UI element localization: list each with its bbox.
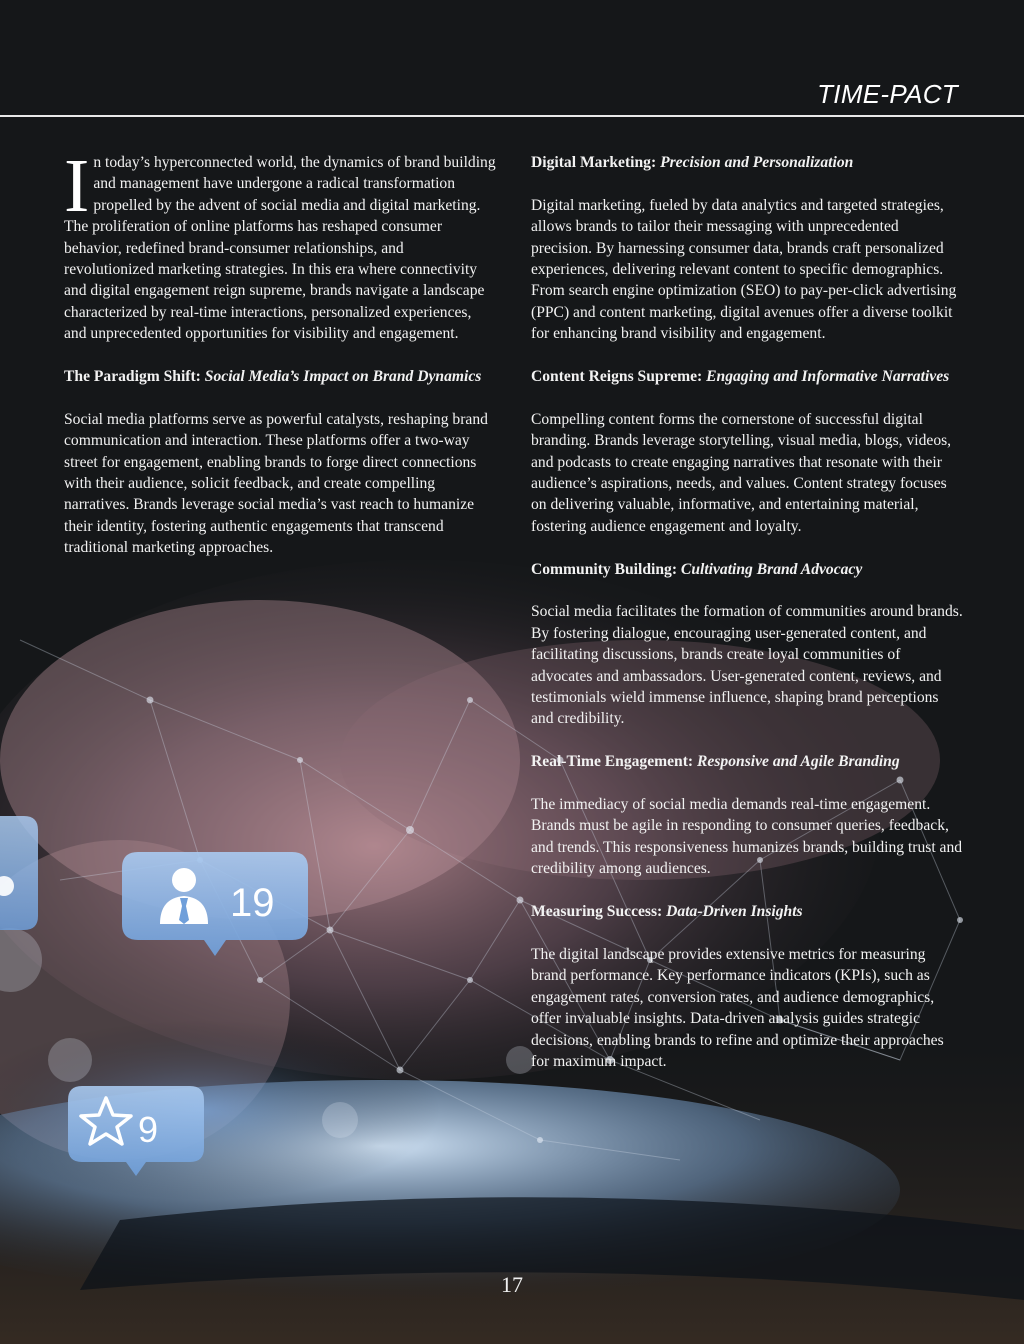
section-heading	[531, 152, 963, 173]
section-heading	[531, 559, 963, 580]
section-heading	[531, 366, 963, 387]
intro-paragraph	[64, 144, 496, 345]
section-body: Social media facilitates the formation of communities around brands. By fostering dialogue, encouraging user-generated content, and facilitating discussions, brands create loyal communities of advocates and ambassadors. User-generated content, reviews, and testimonials wield immense influence, shaping brand perceptions and credibility.	[531, 603, 963, 728]
heading-italic: Social Media’s Impact on Brand Dynamics	[204, 368, 482, 386]
section-body: Social media platforms serve as powerful catalysts, reshaping brand communication and interaction. These platforms offer a two-way street for engagement, enabling brands to forge direct connections with their audience, solicit feedback, and create compelling narratives. Brands leverage social media’s vast reach to humanize their identity, fostering authentic engagements that transcend traditional marketing approaches.	[64, 410, 488, 557]
favorites-count: 9	[138, 1109, 159, 1150]
section-body: The digital landscape provides extensive metrics for measuring brand performance. Key performance indicators (KPIs), such as engagement rates, conversion rates, and audience demographics, offer invaluable insights. Data-driven analysis guides strategic decisions, enabling brands to refine and optimize their approaches for maximum impact.	[531, 945, 944, 1070]
heading-italic: Engaging and Informative Narratives	[706, 368, 950, 386]
heading-italic: Precision and Personalization	[660, 154, 854, 171]
heading-bold: Community Building:	[531, 560, 678, 578]
followers-count: 19	[230, 881, 275, 925]
right-column	[531, 152, 963, 1094]
heading-italic: Data-Driven Insights	[666, 903, 803, 921]
heading-bold: Content Reigns Supreme:	[531, 368, 703, 386]
partial-badge	[0, 816, 40, 936]
section-heading	[531, 901, 963, 922]
heading-bold: Digital Marketing:	[531, 154, 657, 171]
section-body: Compelling content forms the cornerstone of successful digital branding. Brands leverage storytelling, visual media, blogs, videos, and podcasts to create engaging narratives that resonate with their audience’s aspirations, needs, and values. Content strategy focuses on delivering valuable, informative, and entertaining material, fostering audience engagement and loyalty.	[531, 410, 952, 535]
followers-badge	[122, 852, 308, 962]
section-body: The immediacy of social media demands real-time engagement. Brands must be agile in responding to consumer queries, feedback, and trends. This responsiveness humanizes brands, building trust and credibility among audiences.	[531, 796, 963, 878]
left-column	[64, 144, 496, 580]
heading-bold: The Paradigm Shift:	[64, 368, 201, 386]
heading-italic: Cultivating Brand Advocacy	[680, 560, 863, 578]
favorites-badge	[68, 1086, 204, 1178]
section-heading	[64, 366, 496, 387]
magazine-title: TIME-PACT	[817, 79, 958, 109]
intro-text: n today’s hyperconnected world, the dynamics of brand building and management have undergone a radical transformation propelled by the advent of social media and digital marketing. The proliferation of online platforms has reshaped consumer behavior, redefined brand-consumer relationships, and revolutionized marketing strategies. In this era where connectivity and digital engagement reign supreme, brands navigate a landscape characterized by real-time interactions, personalized experiences, and unprecedented opportunities for visibility and engagement.	[64, 154, 496, 343]
section-heading	[531, 751, 963, 772]
heading-italic: Responsive and Agile Branding	[697, 753, 900, 771]
drop-cap: I	[64, 144, 90, 228]
heading-bold: Measuring Success:	[531, 903, 663, 921]
heading-bold: Real-Time Engagement:	[531, 753, 694, 771]
header-divider	[0, 115, 1024, 117]
section-body: Digital marketing, fueled by data analytics and targeted strategies, allows brands to tailor their messaging with unprecedented precision. By harnessing consumer data, brands craft personalized experiences, delivering relevant content to specific demographics. From search engine optimization (SEO) to pay-per-click advertising (PPC) and content marketing, digital avenues offer a diverse toolkit for enhancing brand visibility and engagement.	[531, 196, 957, 343]
page-number: 17	[501, 1272, 523, 1297]
